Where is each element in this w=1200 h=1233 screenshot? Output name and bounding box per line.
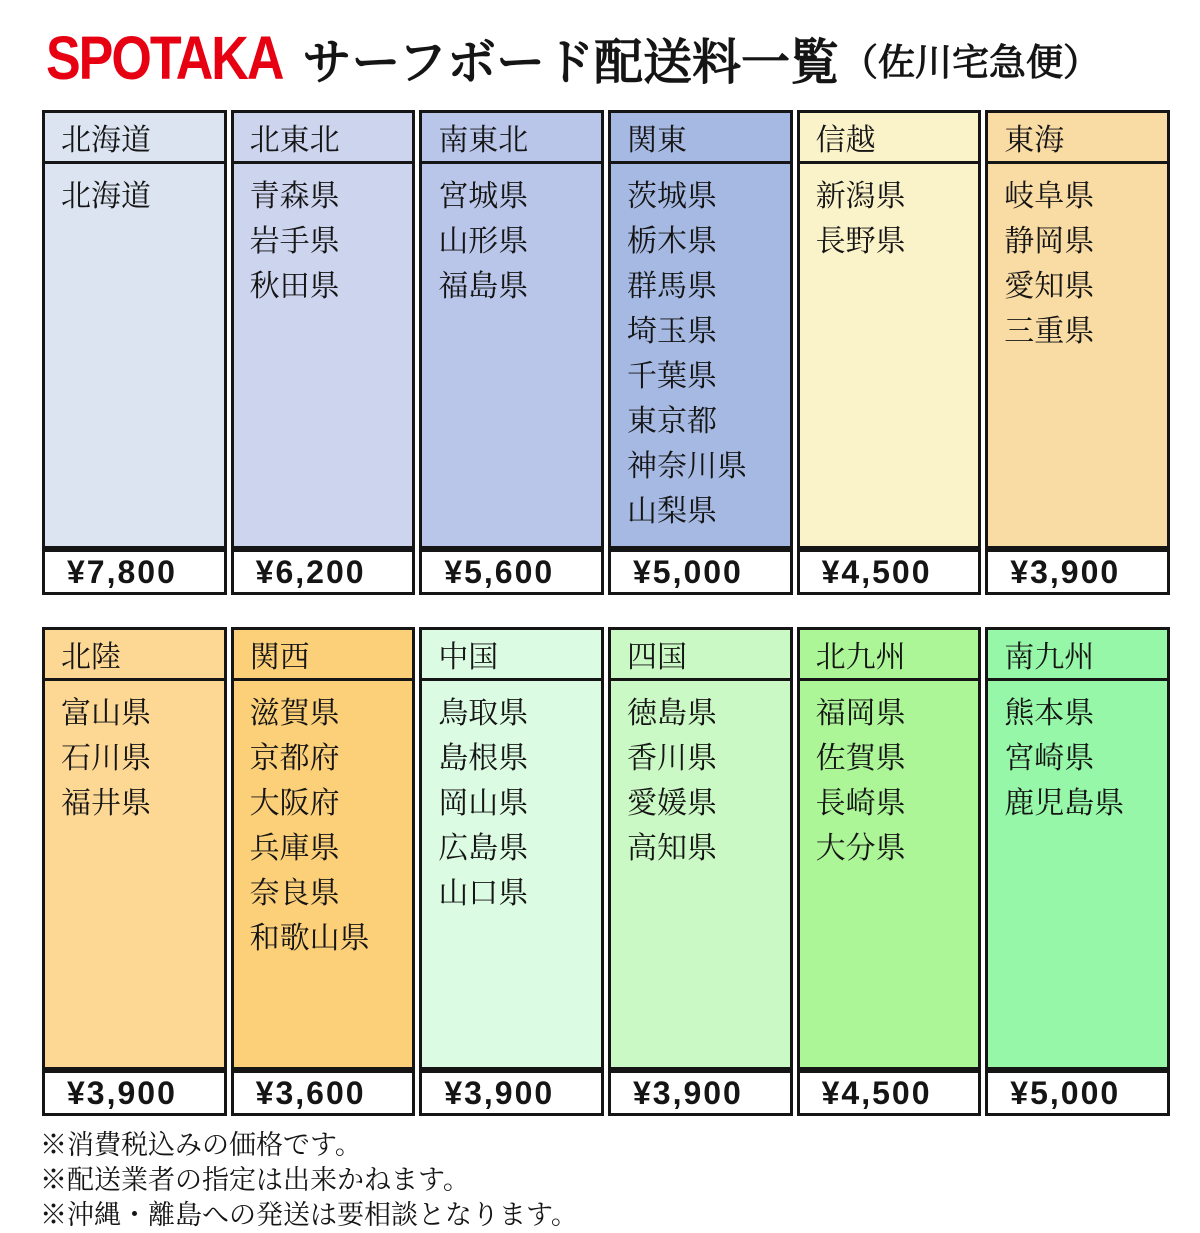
prefecture-item: 埼玉県 xyxy=(626,315,717,348)
prefecture-item: 山口県 xyxy=(438,877,529,910)
page-title-subtitle: （佐川宅急便） xyxy=(840,42,1100,83)
region-header-hokkaido: 北海道 xyxy=(42,110,227,164)
shipping-fee-table-east xyxy=(38,110,1174,595)
price-chugoku: ¥3,900 xyxy=(419,1070,604,1116)
prefecture-item: 茨城県 xyxy=(626,180,717,213)
prefecture-item: 京都府 xyxy=(249,742,340,775)
prefecture-item: 岐阜県 xyxy=(1004,180,1095,213)
prefecture-item: 滋賀県 xyxy=(249,697,340,730)
prefecture-item: 愛媛県 xyxy=(626,787,717,820)
page-title-main: サーフボード配送料一覧 xyxy=(302,36,839,90)
prefecture-item: 兵庫県 xyxy=(249,832,340,865)
price-row xyxy=(42,549,1170,595)
spotaka-logo: SPOTAKA xyxy=(46,24,283,94)
region-header-minamitohoku: 南東北 xyxy=(419,110,604,164)
prefecture-item: 長崎県 xyxy=(815,787,906,820)
prefecture-list-chugoku xyxy=(419,681,604,1070)
note-okinawa-islands: ※沖縄・離島への発送は要相談となります。 xyxy=(40,1200,578,1230)
shipping-fee-table-west xyxy=(38,627,1174,1116)
region-header-shinetsu: 信越 xyxy=(797,110,982,164)
prefecture-item: 千葉県 xyxy=(626,360,717,393)
footnotes xyxy=(40,1128,1172,1233)
prefecture-item: 広島県 xyxy=(438,832,529,865)
prefecture-item: 山形県 xyxy=(438,225,529,258)
prefecture-row xyxy=(42,681,1170,1070)
prefecture-item: 奈良県 xyxy=(249,877,340,910)
prefecture-item: 石川県 xyxy=(61,742,151,775)
prefecture-item: 長野県 xyxy=(815,225,906,258)
prefecture-item: 秋田県 xyxy=(249,270,340,303)
region-header-minamikyushu: 南九州 xyxy=(985,627,1170,681)
prefecture-item: 熊本県 xyxy=(1004,697,1095,730)
prefecture-list-kitatohoku xyxy=(231,164,416,549)
region-header-hokuriku: 北陸 xyxy=(42,627,227,681)
page-title xyxy=(46,24,1172,94)
price-minamitohoku: ¥5,600 xyxy=(419,549,604,595)
price-kitatohoku: ¥6,200 xyxy=(231,549,416,595)
prefecture-list-kanto xyxy=(608,164,793,549)
prefecture-item: 栃木県 xyxy=(626,225,717,258)
prefecture-item: 宮崎県 xyxy=(1004,742,1095,775)
price-shinetsu: ¥4,500 xyxy=(797,549,982,595)
prefecture-item: 福井県 xyxy=(61,787,151,820)
prefecture-item: 富山県 xyxy=(61,697,151,730)
region-header-tokai: 東海 xyxy=(985,110,1170,164)
prefecture-item: 神奈川県 xyxy=(626,450,747,483)
prefecture-item: 佐賀県 xyxy=(815,742,906,775)
price-tokai: ¥3,900 xyxy=(985,549,1170,595)
prefecture-item: 高知県 xyxy=(626,832,717,865)
prefecture-list-shikoku xyxy=(608,681,793,1070)
region-header-kanto: 関東 xyxy=(608,110,793,164)
prefecture-item: 青森県 xyxy=(249,180,340,213)
price-hokuriku: ¥3,900 xyxy=(42,1070,227,1116)
prefecture-list-hokkaido xyxy=(42,164,227,549)
prefecture-item: 和歌山県 xyxy=(249,922,370,955)
prefecture-item: 山梨県 xyxy=(626,495,717,528)
prefecture-list-hokuriku xyxy=(42,681,227,1070)
prefecture-list-shinetsu xyxy=(797,164,982,549)
prefecture-list-kitakyushu xyxy=(797,681,982,1070)
price-row xyxy=(42,1070,1170,1116)
prefecture-list-minamitohoku xyxy=(419,164,604,549)
price-kitakyushu: ¥4,500 xyxy=(797,1070,982,1116)
prefecture-list-minamikyushu xyxy=(985,681,1170,1070)
prefecture-list-kansai xyxy=(231,681,416,1070)
prefecture-item: 香川県 xyxy=(626,742,717,775)
price-kanto: ¥5,000 xyxy=(608,549,793,595)
prefecture-item: 鹿児島県 xyxy=(1004,787,1125,820)
region-header-kansai: 関西 xyxy=(231,627,416,681)
region-header-kitakyushu: 北九州 xyxy=(797,627,982,681)
region-header-shikoku: 四国 xyxy=(608,627,793,681)
region-header-row xyxy=(42,627,1170,681)
prefecture-item: 福岡県 xyxy=(815,697,906,730)
prefecture-item: 徳島県 xyxy=(626,697,717,730)
prefecture-item: 東京都 xyxy=(626,405,717,438)
prefecture-item: 愛知県 xyxy=(1004,270,1095,303)
price-shikoku: ¥3,900 xyxy=(608,1070,793,1116)
prefecture-item: 北海道 xyxy=(61,180,151,213)
prefecture-item: 岡山県 xyxy=(438,787,529,820)
prefecture-item: 三重県 xyxy=(1004,315,1095,348)
prefecture-item: 大分県 xyxy=(815,832,906,865)
prefecture-item: 静岡県 xyxy=(1004,225,1095,258)
prefecture-item: 群馬県 xyxy=(626,270,717,303)
prefecture-item: 鳥取県 xyxy=(438,697,529,730)
note-carrier-fixed: ※配送業者の指定は出来かねます。 xyxy=(40,1165,470,1195)
price-hokkaido: ¥7,800 xyxy=(42,549,227,595)
prefecture-item: 大阪府 xyxy=(249,787,340,820)
table-divider-gap xyxy=(38,595,1172,627)
region-header-kitatohoku: 北東北 xyxy=(231,110,416,164)
price-kansai: ¥3,600 xyxy=(231,1070,416,1116)
prefecture-item: 島根県 xyxy=(438,742,529,775)
prefecture-item: 宮城県 xyxy=(438,180,529,213)
prefecture-row xyxy=(42,164,1170,549)
prefecture-list-tokai xyxy=(985,164,1170,549)
note-tax-included: ※消費税込みの価格です。 xyxy=(40,1130,362,1160)
prefecture-item: 岩手県 xyxy=(249,225,340,258)
prefecture-item: 福島県 xyxy=(438,270,529,303)
prefecture-item: 新潟県 xyxy=(815,180,906,213)
price-minamikyushu: ¥5,000 xyxy=(985,1070,1170,1116)
region-header-row xyxy=(42,110,1170,164)
region-header-chugoku: 中国 xyxy=(419,627,604,681)
